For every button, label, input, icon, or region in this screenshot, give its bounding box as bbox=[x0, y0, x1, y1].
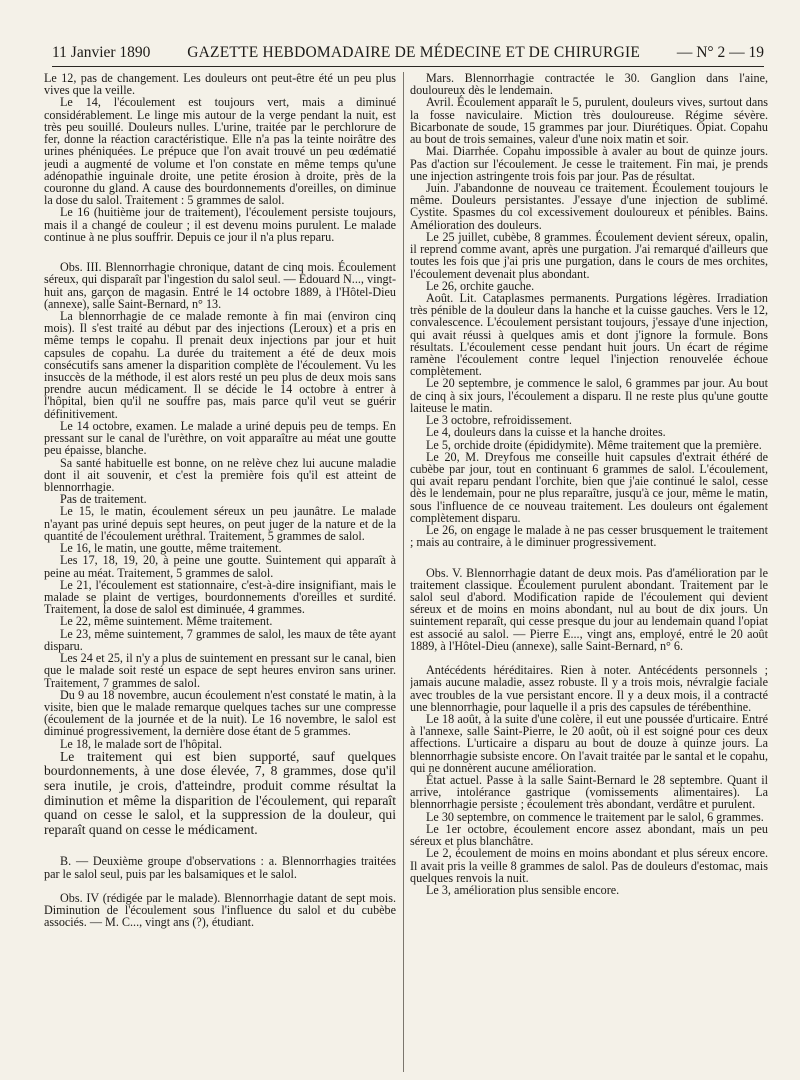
paragraph: Pas de traitement. bbox=[60, 492, 147, 507]
paragraph: Le 30 septembre, on commence le traitement par le salol, 6 grammes. bbox=[426, 809, 764, 824]
paragraph: Sa santé habituelle est bonne, on ne relève chez lui aucune maladie dont il ait souvenir, et c'est la première fois qu'il est atteint de blennorrhagie. bbox=[44, 455, 396, 494]
paragraph: Les 17, 18, 19, 20, à peine une goutte. Suintement qui apparaît à peine au méat. Traitement, 5 grammes de salol. bbox=[44, 553, 396, 580]
paragraph: Le 23, même suintement, 7 grammes de salol, les maux de tête ayant disparu. bbox=[44, 626, 396, 653]
paragraph: Le 4, douleurs dans la cuisse et la hanche droites. bbox=[426, 425, 666, 440]
issue-page-number: — N° 2 — 19 bbox=[676, 44, 764, 61]
paragraph: Le 18 août, à la suite d'une colère, il eut une poussée d'urticaire. Entré à l'annexe, salle Saint-Pierre, le 20 août, où il est soigné pour ces deux affections. L'urticaire a disparu au bout de douze à quinze jours. La blennorrhagie subsiste encore. On l'avait traitée par le santal et le copahu, qui ne donnèrent aucune amélioration. bbox=[410, 711, 768, 775]
paragraph: Juin. J'abandonne de nouveau ce traitement. Écoulement toujours le même. Douleurs persistantes. J'essaye d'une injection de sublimé. Cystite. Spasmes du col excessivement douloureux et pénibles. Bains. Amélioration des douleurs. bbox=[410, 180, 768, 232]
paragraph: Le 21, l'écoulement est stationnaire, c'est-à-dire insignifiant, mais le malade se plaint de vertiges, bourdonnements d'oreilles et surdité. Traitement, la dose de salol est diminuée, 4 grammes. bbox=[44, 577, 396, 617]
paragraph: État actuel. Passe à la salle Saint-Bernard le 28 septembre. Quant il arrive, intolérance gastrique (vomissements alimentaires). La blennorrhagie persiste ; écoulement très abondant, verdâtre et purulent. bbox=[410, 773, 768, 812]
paragraph: La blennorrhagie de ce malade remonte à fin mai (environ cinq mois). Il s'est traité au début par des injections (Leroux) et a pris en même temps le copahu. Il prenait deux injections par jour et huit capsules de copahu. La durée du traitement a été de deux mois consécutifs sans amener la disparition complète de l'écoulement. Vu les insuccès de la méthode, il est alors resté un peu plus de deux mois sans prendre aucun médicament. Il se décide le 14 octobre à entrer à l'hôpital, bien qu'il ne souffre pas, mais parce qu'il veut se guérir définitivement. bbox=[44, 308, 396, 421]
paragraph: Le 20 septembre, je commence le salol, 6 grammes par jour. Au bout de cinq à six jours, l'écoulement a disparu. Il ne reste plus qu'une goutte laiteuse le matin. bbox=[410, 376, 768, 415]
paragraph: Le 5, orchide droite (épididymite). Même traitement que la première. bbox=[426, 437, 762, 452]
paragraph: Le 16 (huitième jour de traitement), l'écoulement persiste toujours, mais il a changé de couleur ; il est devenu moins purulent. Le malade continue à ne plus souffrir. Depuis ce jour il n'a plus reparu. bbox=[44, 205, 396, 244]
observation-heading: Obs. IV (rédigée par le malade). Blennorrhagie datant de sept mois. Diminution de l'écoulement sous l'influence du salol et du cubèbe associés. — M. C..., vingt ans (?), étudiant. bbox=[44, 890, 396, 930]
paragraph: Le 14 octobre, examen. Le malade a uriné depuis peu de temps. En pressant sur le canal de l'urèthre, on voit apparaître au méat une goutte peu épaisse, blanche. bbox=[44, 418, 396, 458]
column-divider bbox=[403, 72, 404, 1072]
paragraph: Avril. Écoulement apparaît le 5, purulent, douleurs vives, surtout dans la fosse naviculaire. Miction très douloureuse. Régime sévère. Bicarbonate de soude, 15 grammes par jour. Diurétiques. Opiat. Copahu au bout de trois semaines, valeur d'une noix matin et soir. bbox=[410, 95, 768, 147]
conclusion-paragraph: Le traitement qui est bien supporté, sauf quelques bourdonnements, à une dose élevée, 7, 8 grammes, dose qu'il sera inutile, je crois, d'atteindre, produit comme résultat la diminution et même la disparition de l'écoulement, qui reparaît quand on cesse le salol, et la suppression de la douleur, qui reparaît quand on cesse le médicament. bbox=[44, 748, 396, 837]
section-heading: B. — Deuxième groupe d'observations : a. Blennorrhagies traitées par le salol seul, puis par les balsamiques et le salol. bbox=[44, 854, 396, 881]
paragraph: Mars. Blennorrhagie contractée le 30. Ganglion dans l'aine, douloureux dès le lendemain. bbox=[410, 72, 768, 98]
paragraph: Le 14, l'écoulement est toujours vert, mais a diminué considérablement. Le linge mis autour de la verge pendant la nuit, est très peu souillé. Douleurs nulles. L'urine, traitée par le perchlorure de fer, donne la réaction caractéristique. Elle n'a pas la teinte noirâtre des urines phéniquées. Le prépuce que l'on avait trouvé un peu œdématié jeudi a augmenté de volume et l'on constate en même temps qu'une adénopathie inguinale droite, une petite érosion à droite, près de la couronne du gland. A cause des bourdonnements d'oreilles, on diminue la dose du salol. Traitement : 5 grammes de salol. bbox=[44, 95, 396, 208]
paragraph: Août. Lit. Cataplasmes permanents. Purgations légères. Irradiation très pénible de la douleur dans la hanche et la cuisse gauches. Vers le 12, convalescence. L'écoulement persistant toujours, j'essaye d'une injection, qui avait réussi à quelques amis et dont j'ignore la formule. Bons résultats. L'écoulement cesse pendant huit jours. Un écart de régime ramène l'écoulement contre lequel l'injection renouvelée échoue complètement. bbox=[410, 290, 768, 379]
paragraph: Le 15, le matin, écoulement séreux un peu jaunâtre. Le malade n'ayant pas uriné depuis sept heures, on peut juger de la nature et de la quantité de l'écoulement uréthral. Traitement, 5 grammes de salol. bbox=[44, 504, 396, 543]
paragraph: Le 26, orchite gauche. bbox=[426, 278, 535, 293]
paragraph: Du 9 au 18 novembre, aucun écoulement n'est constaté le matin, à la visite, bien que le malade remarque quelques taches sur une compresse (écoulement de la journée et de la nuit). Le 16 novembre, le salol est diminué progressivement, la dernière dose étant de 5 grammes. bbox=[44, 687, 396, 739]
paragraph: Le 3, amélioration plus sensible encore. bbox=[426, 883, 620, 897]
observation-heading: Obs. III. Blennorrhagie chronique, datant de cinq mois. Écoulement séreux, qui disparaît par l'ingestion du salol seul. — Edouard N..., vingt-huit ans, garçon de magasin. Entré le 14 octobre 1889, à l'Hôtel-Dieu (annexe), salle Saint-Bernard, n° 13. bbox=[44, 260, 396, 311]
paragraph: Antécédents héréditaires. Rien à noter. Antécédents personnels ; jamais aucune maladie, assez robuste. Il y a trois mois, névralgie faciale avec troubles de la vue persistant encore. Il y a deux mois, il a contracté une blennorrhagie, pour laquelle il a pris des capsules de térébenthine. bbox=[410, 663, 768, 714]
paragraph: Le 3 octobre, refroidissement. bbox=[426, 413, 572, 428]
observation-heading: Obs. V. Blennorrhagie datant de deux mois. Pas d'amélioration par le traitement classique. Écoulement purulent abondant. Traitement par le salol seul d'abord. Modification rapide de l'écoulement qui devient séreux et de moins en moins abondant, nul au bout de dix jours. Un suintement reparaît, qui cesse presque du jour au lendemain quand l'opiat est associé au salol. — Pierre E..., vingt ans, employé, entré le 20 août 1889, à l'Hôtel-Dieu (annexe), salle Saint-Bernard, n° 6. bbox=[410, 565, 768, 653]
running-header bbox=[52, 40, 764, 67]
right-text-column bbox=[410, 72, 768, 1072]
paragraph: Le 12, pas de changement. Les douleurs ont peut-être été un peu plus vives que la veille. bbox=[44, 72, 396, 98]
paragraph: Le 26, on engage le malade à ne pas cesser brusquement le traitement ; mais au contraire, à le diminuer progressivement. bbox=[410, 523, 768, 550]
paragraph: Mai. Diarrhée. Copahu impossible à avaler au bout de quinze jours. Pas d'action sur l'écoulement. Je cesse le traitement. Fin mai, je prends une injection astringente trois fois par jour. Pas de résultat. bbox=[410, 144, 768, 183]
paragraph: Le 25 juillet, cubèbe, 8 grammes. Écoulement devient séreux, opalin, il reprend comme avant, après une purgation. J'ai remarqué d'ailleurs que toutes les fois que j'ai pris une purgation, dans le cours de mes orchites, l'écoulement devenait plus abondant. bbox=[410, 229, 768, 281]
paragraph: Les 24 et 25, il n'y a plus de suintement en pressant sur le canal, bien que le malade soit resté un espace de sept heures environ sans uriner. Traitement, 7 grammes de salol. bbox=[44, 651, 396, 690]
issue-date: 11 Janvier 1890 bbox=[52, 44, 151, 61]
paragraph: Le 16, le matin, une goutte, même traitement. bbox=[60, 541, 282, 556]
journal-title: GAZETTE HEBDOMADAIRE DE MÉDECINE ET DE CHIRURGIE bbox=[187, 44, 641, 61]
paragraph: Le 18, le malade sort de l'hôpital. bbox=[60, 736, 222, 751]
paragraph: Le 1er octobre, écoulement encore assez abondant, mais un peu séreux et plus blanchâtre. bbox=[410, 821, 768, 849]
paragraph: Le 22, même suintement. Même traitement. bbox=[60, 614, 273, 629]
left-text-column bbox=[44, 72, 396, 1072]
paragraph: Le 2, écoulement de moins en moins abondant et plus séreux encore. Il avait pris la veille 8 grammes de salol. Pas de douleurs d'estomac, mais quelques renvois la nuit. bbox=[410, 846, 768, 885]
paragraph: Le 20, M. Dreyfous me conseille huit capsules d'extrait éthéré de cubèbe par jour, tout en continuant 6 grammes de salol. L'écoulement, qui avait reparu pendant l'orchite, bien que j'aie continué le salol, cesse dès le lendemain, pour ne plus reparaître, jusqu'à ce jour, même le matin, sous l'influence de ce nouveau traitement. Les douleurs ont également complètement disparu. bbox=[410, 449, 768, 525]
